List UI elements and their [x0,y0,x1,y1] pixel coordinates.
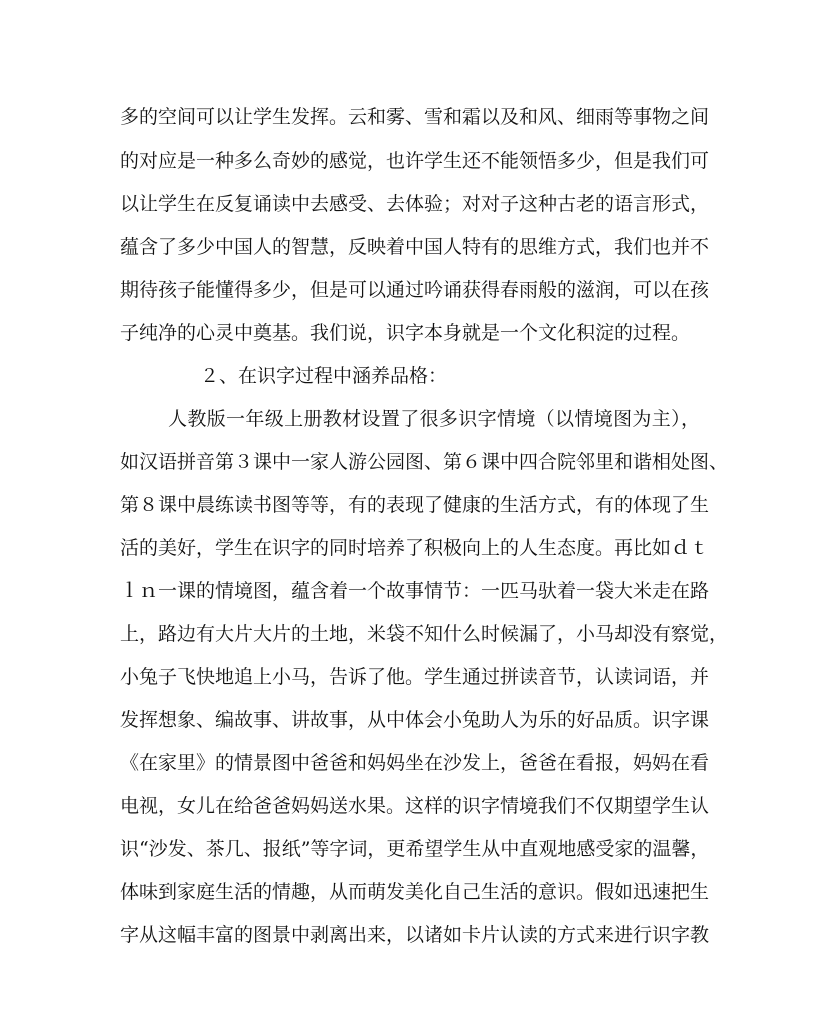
text-line: ｌｎ一课的情境图，蕴含着一个故事情节：一匹马驮着一袋大米走在路 [120,580,710,602]
text-line: 发挥想象、编故事、讲故事，从中体会小兔助人为乐的好品质。识字课 [120,709,710,731]
text-line: 体味到家庭生活的情趣，从而萌发美化自己生活的意识。假如迅速把生 [120,881,710,903]
section-heading: ２、在识字过程中涵养品格： [200,365,448,387]
text-line: 上，路边有大片大片的土地，米袋不知什么时候漏了，小马却没有察觉， [120,623,729,645]
text-line: 《在家里》的情景图中爸爸和妈妈坐在沙发上，爸爸在看报，妈妈在看 [120,752,710,774]
text-line: 的对应是一种多么奇妙的感觉，也许学生还不能领悟多少，但是我们可 [120,150,710,172]
text-line: 期待孩子能懂得多少，但是可以通过吟诵获得春雨般的滋润，可以在孩 [120,279,710,301]
text-line: 以让学生在反复诵读中去感受、去体验；对对子这种古老的语言形式， [120,193,710,215]
text-line: 第８课中晨练读书图等等，有的表现了健康的生活方式，有的体现了生 [120,494,710,516]
text-line: 人教版一年级上册教材设置了很多识字情境（以情境图为主）， [168,408,700,430]
text-line: 多的空间可以让学生发挥。云和雾、雪和霜以及和风、细雨等事物之间 [120,106,710,128]
text-line: 如汉语拼音第３课中一家人游公园图、第６课中四合院邻里和谐相处图、 [120,451,729,473]
text-line: 电视，女儿在给爸爸妈妈送水果。这样的识字情境我们不仅期望学生认 [120,795,710,817]
text-line: 子纯净的心灵中奠基。我们说，识字本身就是一个文化积淀的过程。 [120,322,691,344]
text-line: 字从这幅丰富的图景中剥离出来，以诸如卡片认读的方式来进行识字教 [120,924,710,946]
text-line: 小兔子飞快地追上小马，告诉了他。学生通过拼读音节，认读词语，并 [120,666,710,688]
text-line: 蕴含了多少中国人的智慧，反映着中国人特有的思维方式，我们也并不 [120,236,710,258]
text-line: 识“沙发、茶几、报纸”等字词，更希望学生从中直观地感受家的温馨， [120,838,710,860]
text-line: 活的美好，学生在识字的同时培养了积极向上的人生态度。再比如ｄｔ [120,537,710,559]
